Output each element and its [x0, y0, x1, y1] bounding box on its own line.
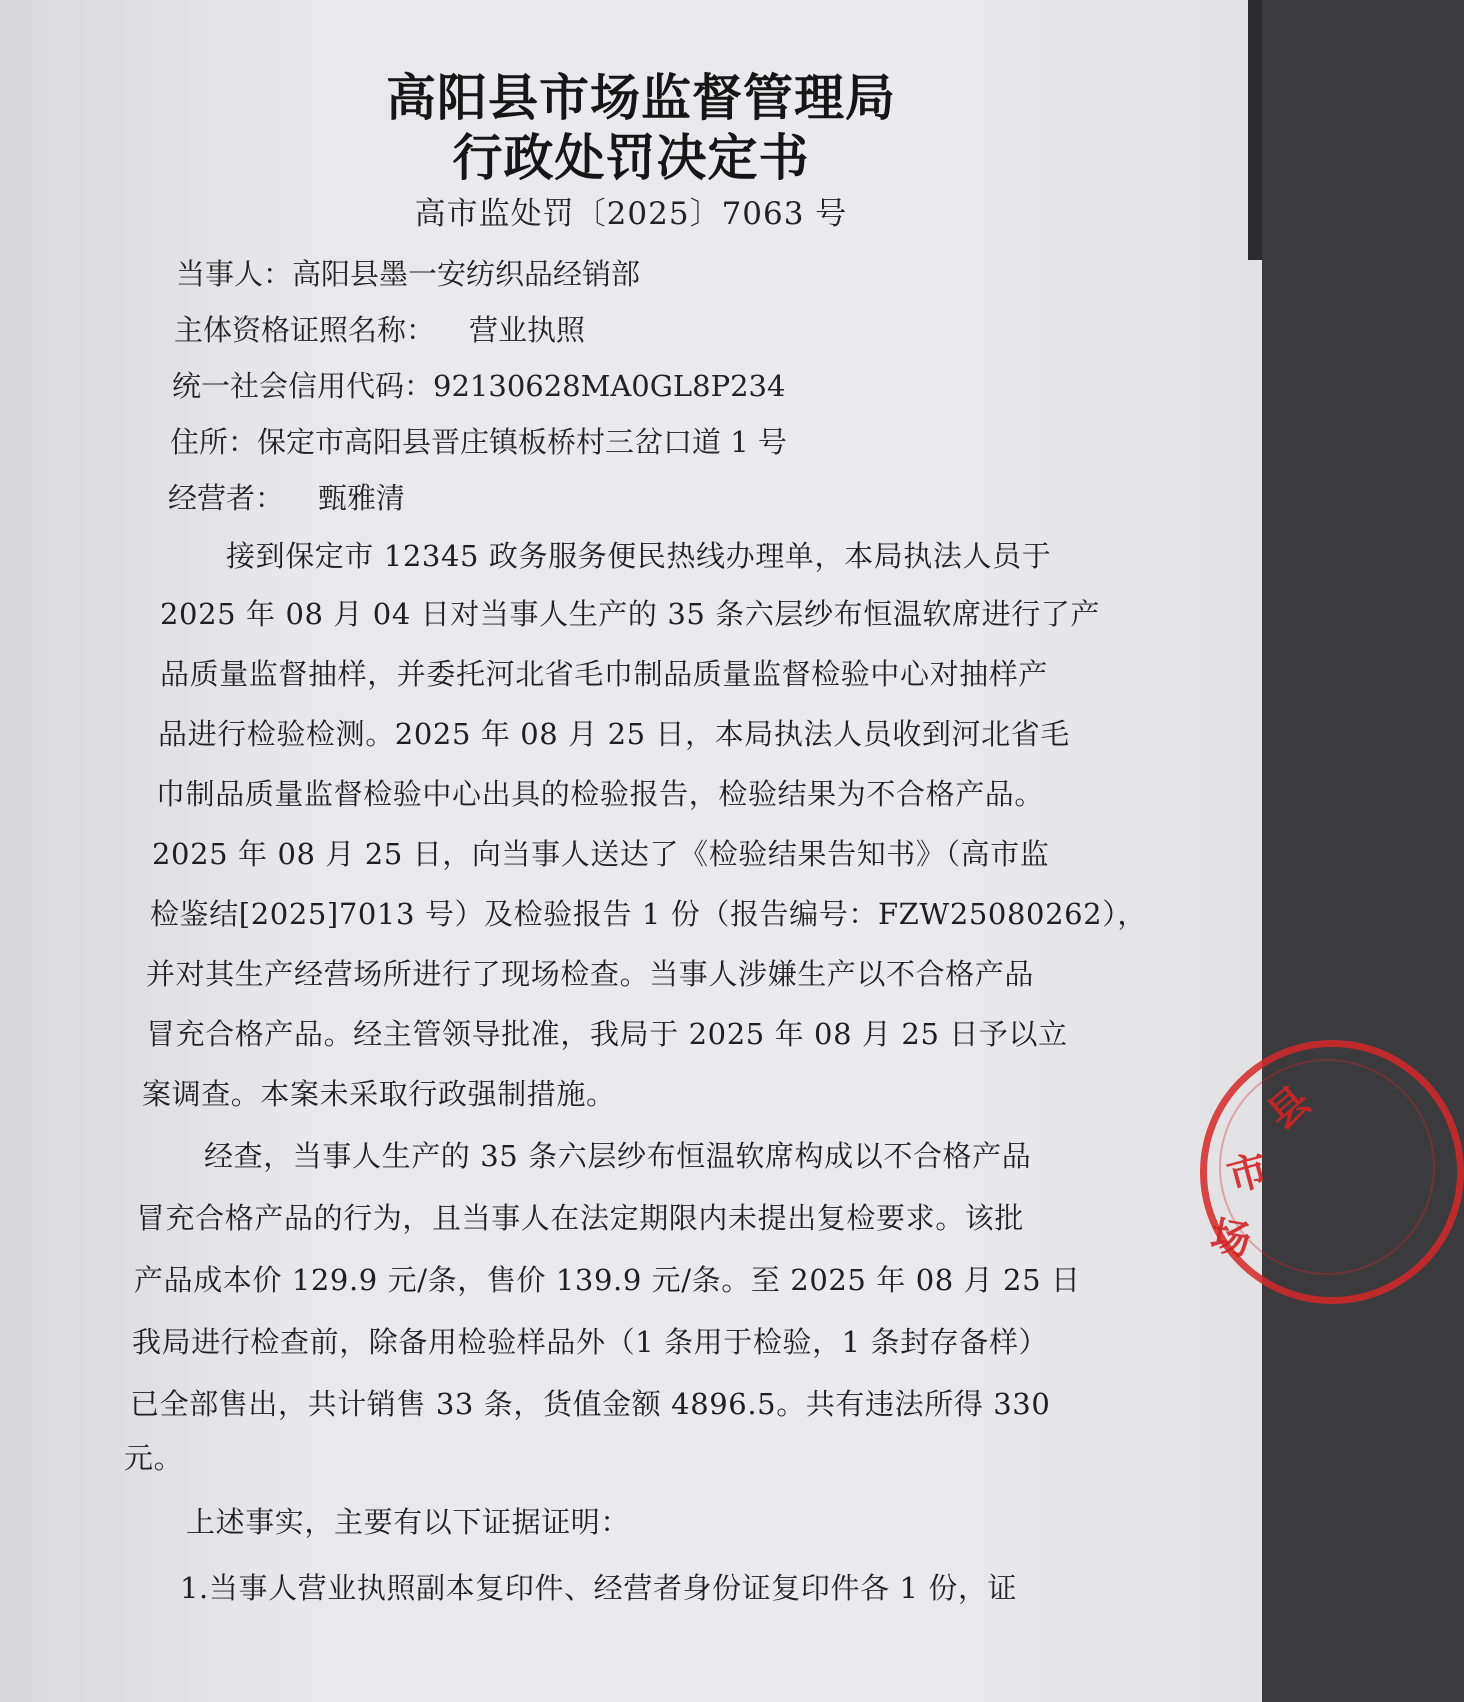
- body-line: 案调查。本案未采取行政强制措施。: [142, 1077, 616, 1111]
- document-number: 高市监处罚〔2025〕7063 号: [414, 196, 848, 232]
- body-line: 检鉴结[2025]7013 号）及检验报告 1 份（报告编号：FZW25080262），: [150, 897, 1147, 931]
- body-line: 品进行检验检测。2025 年 08 月 25 日，本局执法人员收到河北省毛: [158, 717, 1070, 751]
- photo-background-edge: [1248, 0, 1262, 260]
- field-value: 营业执照: [469, 313, 586, 347]
- field-label: 主体资格证照名称：: [174, 313, 436, 347]
- field-value: 高阳县墨一安纺织品经销部: [292, 257, 641, 291]
- body-line: 冒充合格产品的行为，且当事人在法定期限内未提出复检要求。该批: [136, 1201, 1025, 1235]
- document-title-agency: 高阳县市场监督管理局: [386, 68, 896, 127]
- body-line: 品质量监督抽样，并委托河北省毛巾制品质量监督检验中心对抽样产: [160, 657, 1049, 691]
- field-license-name: [174, 308, 585, 349]
- field-label: 当事人：: [176, 257, 293, 291]
- body-line: 产品成本价 129.9 元/条，售价 139.9 元/条。至 2025 年 08 月 25 日: [134, 1263, 1081, 1297]
- field-operator: [168, 476, 405, 517]
- body-line: 2025 年 08 月 04 日对当事人生产的 35 条六层纱布恒温软席进行了产: [160, 597, 1101, 631]
- body-line: 我局进行检查前，除备用检验样品外（1 条用于检验，1 条封存备样）: [132, 1325, 1049, 1359]
- evidence-item: 1.当事人营业执照副本复印件、经营者身份证复印件各 1 份，证: [180, 1571, 1018, 1605]
- seal-character: 县: [1259, 1077, 1320, 1139]
- field-address: [170, 420, 787, 461]
- field-value: 甄雅清: [318, 481, 406, 515]
- field-party: [176, 252, 640, 293]
- body-line: 巾制品质量监督检验中心出具的检验报告，检验结果为不合格产品。: [156, 777, 1045, 811]
- body-line: 2025 年 08 月 25 日，向当事人送达了《检验结果告知书》（高市监: [152, 837, 1050, 871]
- seal-character: 场: [1206, 1212, 1255, 1266]
- field-label: 经营者：: [168, 481, 285, 515]
- field-credit-code: [172, 364, 785, 405]
- document-title-type: 行政处罚决定书: [452, 128, 810, 187]
- field-value: 保定市高阳县晋庄镇板桥村三岔口道 1 号: [257, 425, 787, 459]
- official-seal: [1200, 1040, 1464, 1304]
- body-line: 并对其生产经营场所进行了现场检查。当事人涉嫌生产以不合格产品: [146, 957, 1035, 991]
- seal-character: 市: [1222, 1146, 1274, 1202]
- field-label: 统一社会信用代码：: [172, 369, 434, 403]
- body-line: 元。: [124, 1441, 184, 1475]
- field-value: 92130628MA0GL8P234: [433, 369, 786, 403]
- field-label: 住所：: [170, 425, 258, 459]
- body-line: 冒充合格产品。经主管领导批准，我局于 2025 年 08 月 25 日予以立: [146, 1017, 1068, 1051]
- body-line: 接到保定市 12345 政务服务便民热线办理单，本局执法人员于: [226, 539, 1052, 573]
- evidence-heading: 上述事实，主要有以下证据证明：: [186, 1505, 631, 1539]
- body-line: 经查，当事人生产的 35 条六层纱布恒温软席构成以不合格产品: [204, 1139, 1032, 1173]
- body-line: 已全部售出，共计销售 33 条，货值金额 4896.5。共有违法所得 330: [130, 1387, 1051, 1421]
